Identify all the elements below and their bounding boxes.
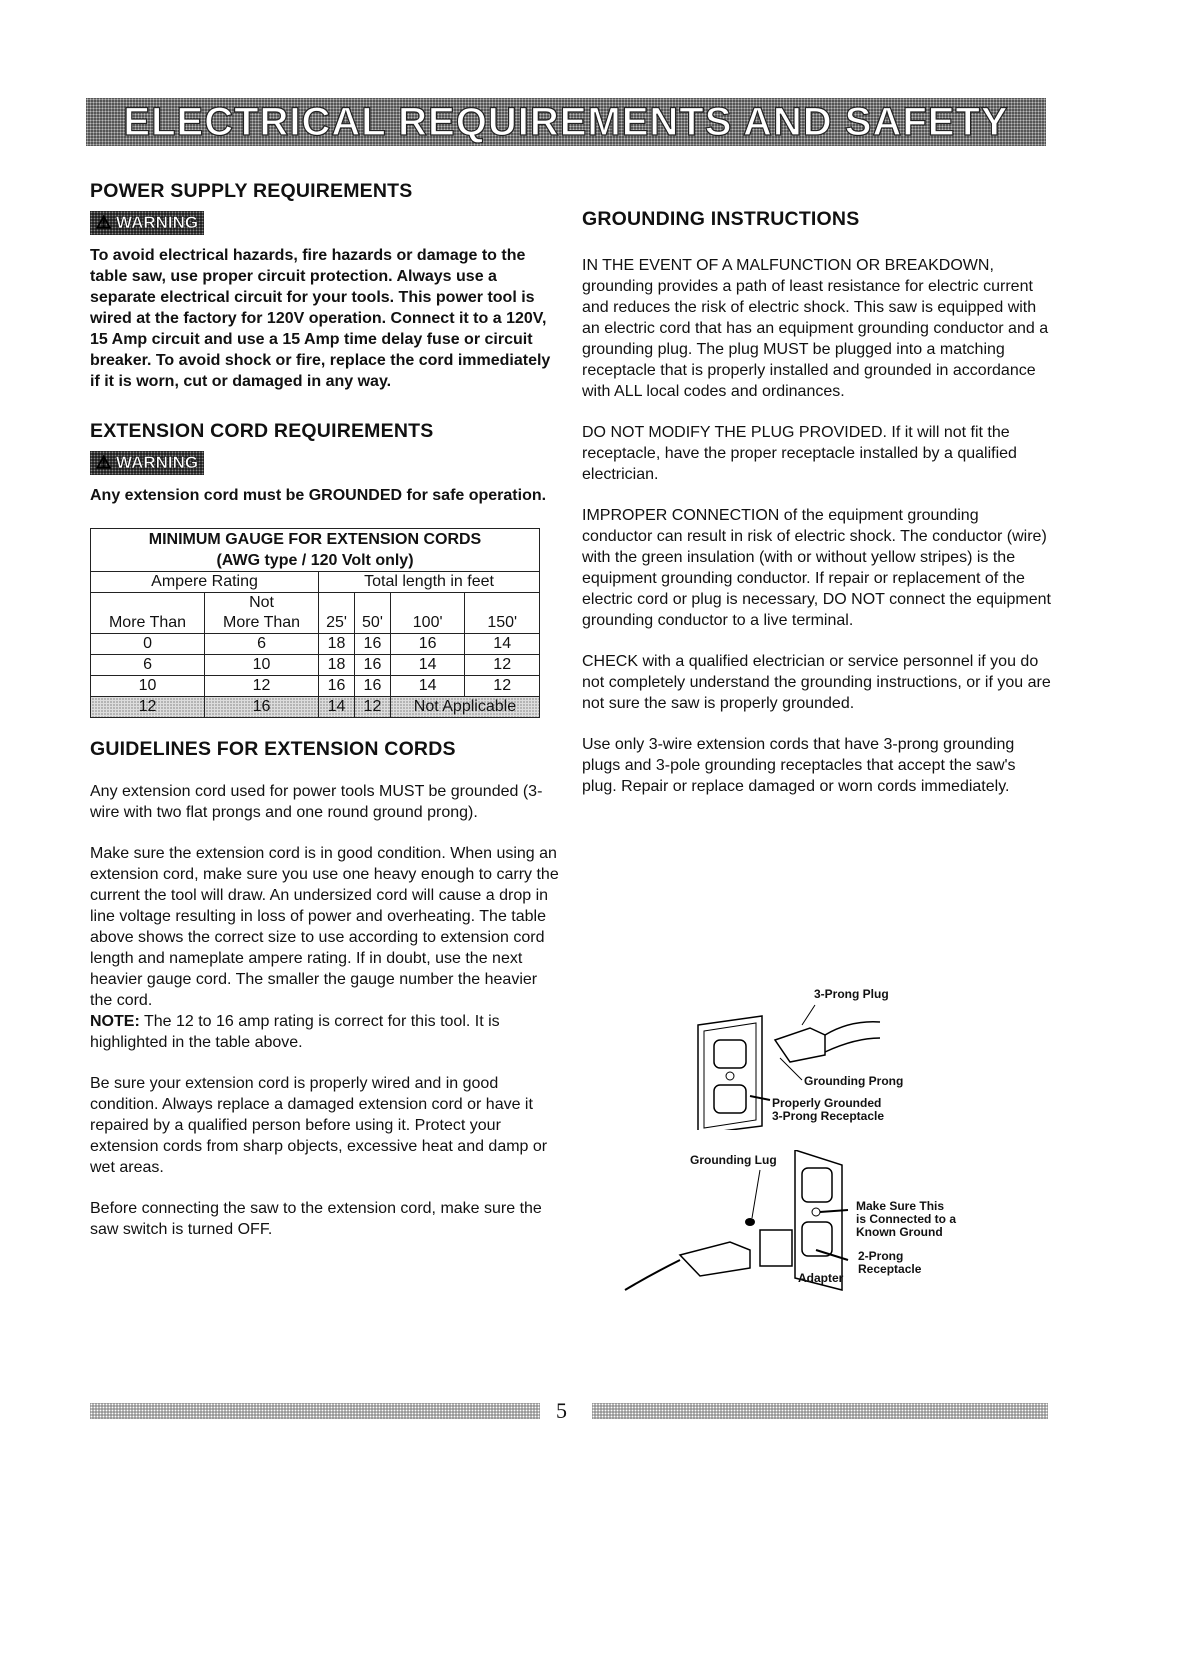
- guidelines-note: NOTE: The 12 to 16 amp rating is correct for this tool. It is highlighted in the table above.: [90, 1013, 500, 1051]
- label-grounding-prong: Grounding Prong: [804, 1074, 904, 1088]
- grounding-p1: IN THE EVENT OF A MALFUNCTION OR BREAKDOWN, grounding provides a path of least resistance for electric current and reduces the risk of electric shock. This saw is equipped with an electric cord that has an equipment grounding conductor and a grounding plug. The plug MUST be plugged into a matching receptacle that is properly installed and grounded in accordance with ALL local codes and ordinances.: [582, 257, 1049, 400]
- guidelines-p4: Before connecting the saw to the extension cord, make sure the saw switch is turned OFF.: [90, 1200, 542, 1238]
- table-row: 6 10 18 16 14 12: [91, 655, 540, 676]
- guidelines-heading: GUIDELINES FOR EXTENSION CORDS: [90, 738, 456, 760]
- grounding-p4: CHECK with a qualified electrician or service personnel if you do not completely understand the grounding instructions, or if you are not sure the saw is properly grounded.: [582, 653, 1051, 712]
- table-row-highlighted: 12 16 14 12 Not Applicable: [91, 697, 540, 718]
- warning-label: ⚠ WARNING: [90, 451, 204, 475]
- table-col-header: More Than: [91, 593, 205, 634]
- label-3-prong-plug: 3-Prong Plug: [814, 987, 889, 1001]
- warning-label: ⚠ WARNING: [90, 211, 204, 235]
- gauge-table: [90, 528, 540, 718]
- adapter-figure: [620, 1150, 980, 1310]
- right-column: [582, 208, 1052, 797]
- label-receptacle: Properly Grounded 3-Prong Receptacle: [772, 1096, 885, 1123]
- label-grounding-lug: Grounding Lug: [690, 1153, 777, 1167]
- guidelines-p3: Be sure your extension cord is properly wired and in good condition. Always replace a damaged extension cord or have it repaired by a qualified person before using it. Protect your extension cords from sharp objects, excessive heat and damp or wet areas.: [90, 1075, 548, 1176]
- grounding-p3: IMPROPER CONNECTION of the equipment grounding conductor can result in risk of electric shock. The conductor (wire) with the green insulation (with or without yellow stripes) is the equipment grounding conductor. If repair or replacement of the electric cord or plug is necessary, DO NOT connect the equipment grounding conductor to a live terminal.: [582, 507, 1051, 629]
- table-row: 0 6 18 16 16 14: [91, 634, 540, 655]
- table-row: 10 12 16 16 14 12: [91, 676, 540, 697]
- footer-bar-right: [592, 1403, 1048, 1419]
- extension-text: Any extension cord must be GROUNDED for safe operation.: [90, 487, 547, 504]
- guidelines-p1: Any extension cord used for power tools MUST be grounded (3-wire with two flat prongs and one round ground prong).: [90, 783, 543, 821]
- power-heading: POWER SUPPLY REQUIREMENTS: [90, 180, 413, 202]
- table-subtitle: (AWG type / 120 Volt only): [216, 552, 414, 569]
- footer-bar-left: [90, 1403, 540, 1419]
- section-banner: [86, 98, 1046, 146]
- grounding-p5: Use only 3-wire extension cords that have 3-prong grounding plugs and 3-pole grounding receptacles that accept the saw's plug. Repair or replace damaged or worn cords immediately.: [582, 736, 1016, 795]
- power-text: To avoid electrical hazards, fire hazards or damage to the table saw, use proper circuit protection. Always use a separate electrical circuit for your tools. This power tool is wired at the factory for 120V operation. Connect it to a 120V, 15 Amp circuit and use a 15 Amp time delay fuse or circuit breaker. To avoid shock or fire, replace the cord immediately if it is worn, cut or damaged in any way.: [90, 247, 551, 390]
- left-column: [90, 180, 560, 1240]
- guidelines-p2: Make sure the extension cord is in good condition. When using an extension cord, make sure you use one heavy enough to carry the current the tool will draw. An undersized cord will cause a drop in line voltage resulting in loss of power and overheating. The table above shows the correct size to use according to extension cord length and nameplate ampere rating. If in doubt, use the next heavier gauge cord. The smaller the gauge number the heavier the cord.: [90, 845, 559, 1009]
- three-prong-figure: [690, 987, 990, 1130]
- grounding-p2: DO NOT MODIFY THE PLUG PROVIDED. If it will not fit the receptacle, have the proper receptacle installed by a qualified electrician.: [582, 424, 1017, 483]
- label-2-prong-receptacle: 2-Prong Receptacle: [858, 1249, 922, 1276]
- table-col-header: 25': [319, 593, 355, 634]
- label-adapter: Adapter: [798, 1271, 844, 1285]
- page-title: ELECTRICAL REQUIREMENTS AND SAFETY: [123, 99, 1009, 144]
- table-col-header: Not More Than: [205, 593, 319, 634]
- page-number: 5: [556, 1398, 567, 1423]
- table-title: MINIMUM GAUGE FOR EXTENSION CORDS: [148, 531, 482, 548]
- grounding-heading: GROUNDING INSTRUCTIONS: [582, 208, 860, 230]
- table-col-header: 50': [354, 593, 390, 634]
- table-group-header: Total length in feet: [319, 572, 540, 593]
- table-col-header: 100': [390, 593, 465, 634]
- label-make-sure: Make Sure This is Connected to a Known Ground: [856, 1199, 957, 1239]
- table-group-header: Ampere Rating: [91, 572, 319, 593]
- table-col-header: 150': [465, 593, 540, 634]
- extension-heading: EXTENSION CORD REQUIREMENTS: [90, 420, 434, 442]
